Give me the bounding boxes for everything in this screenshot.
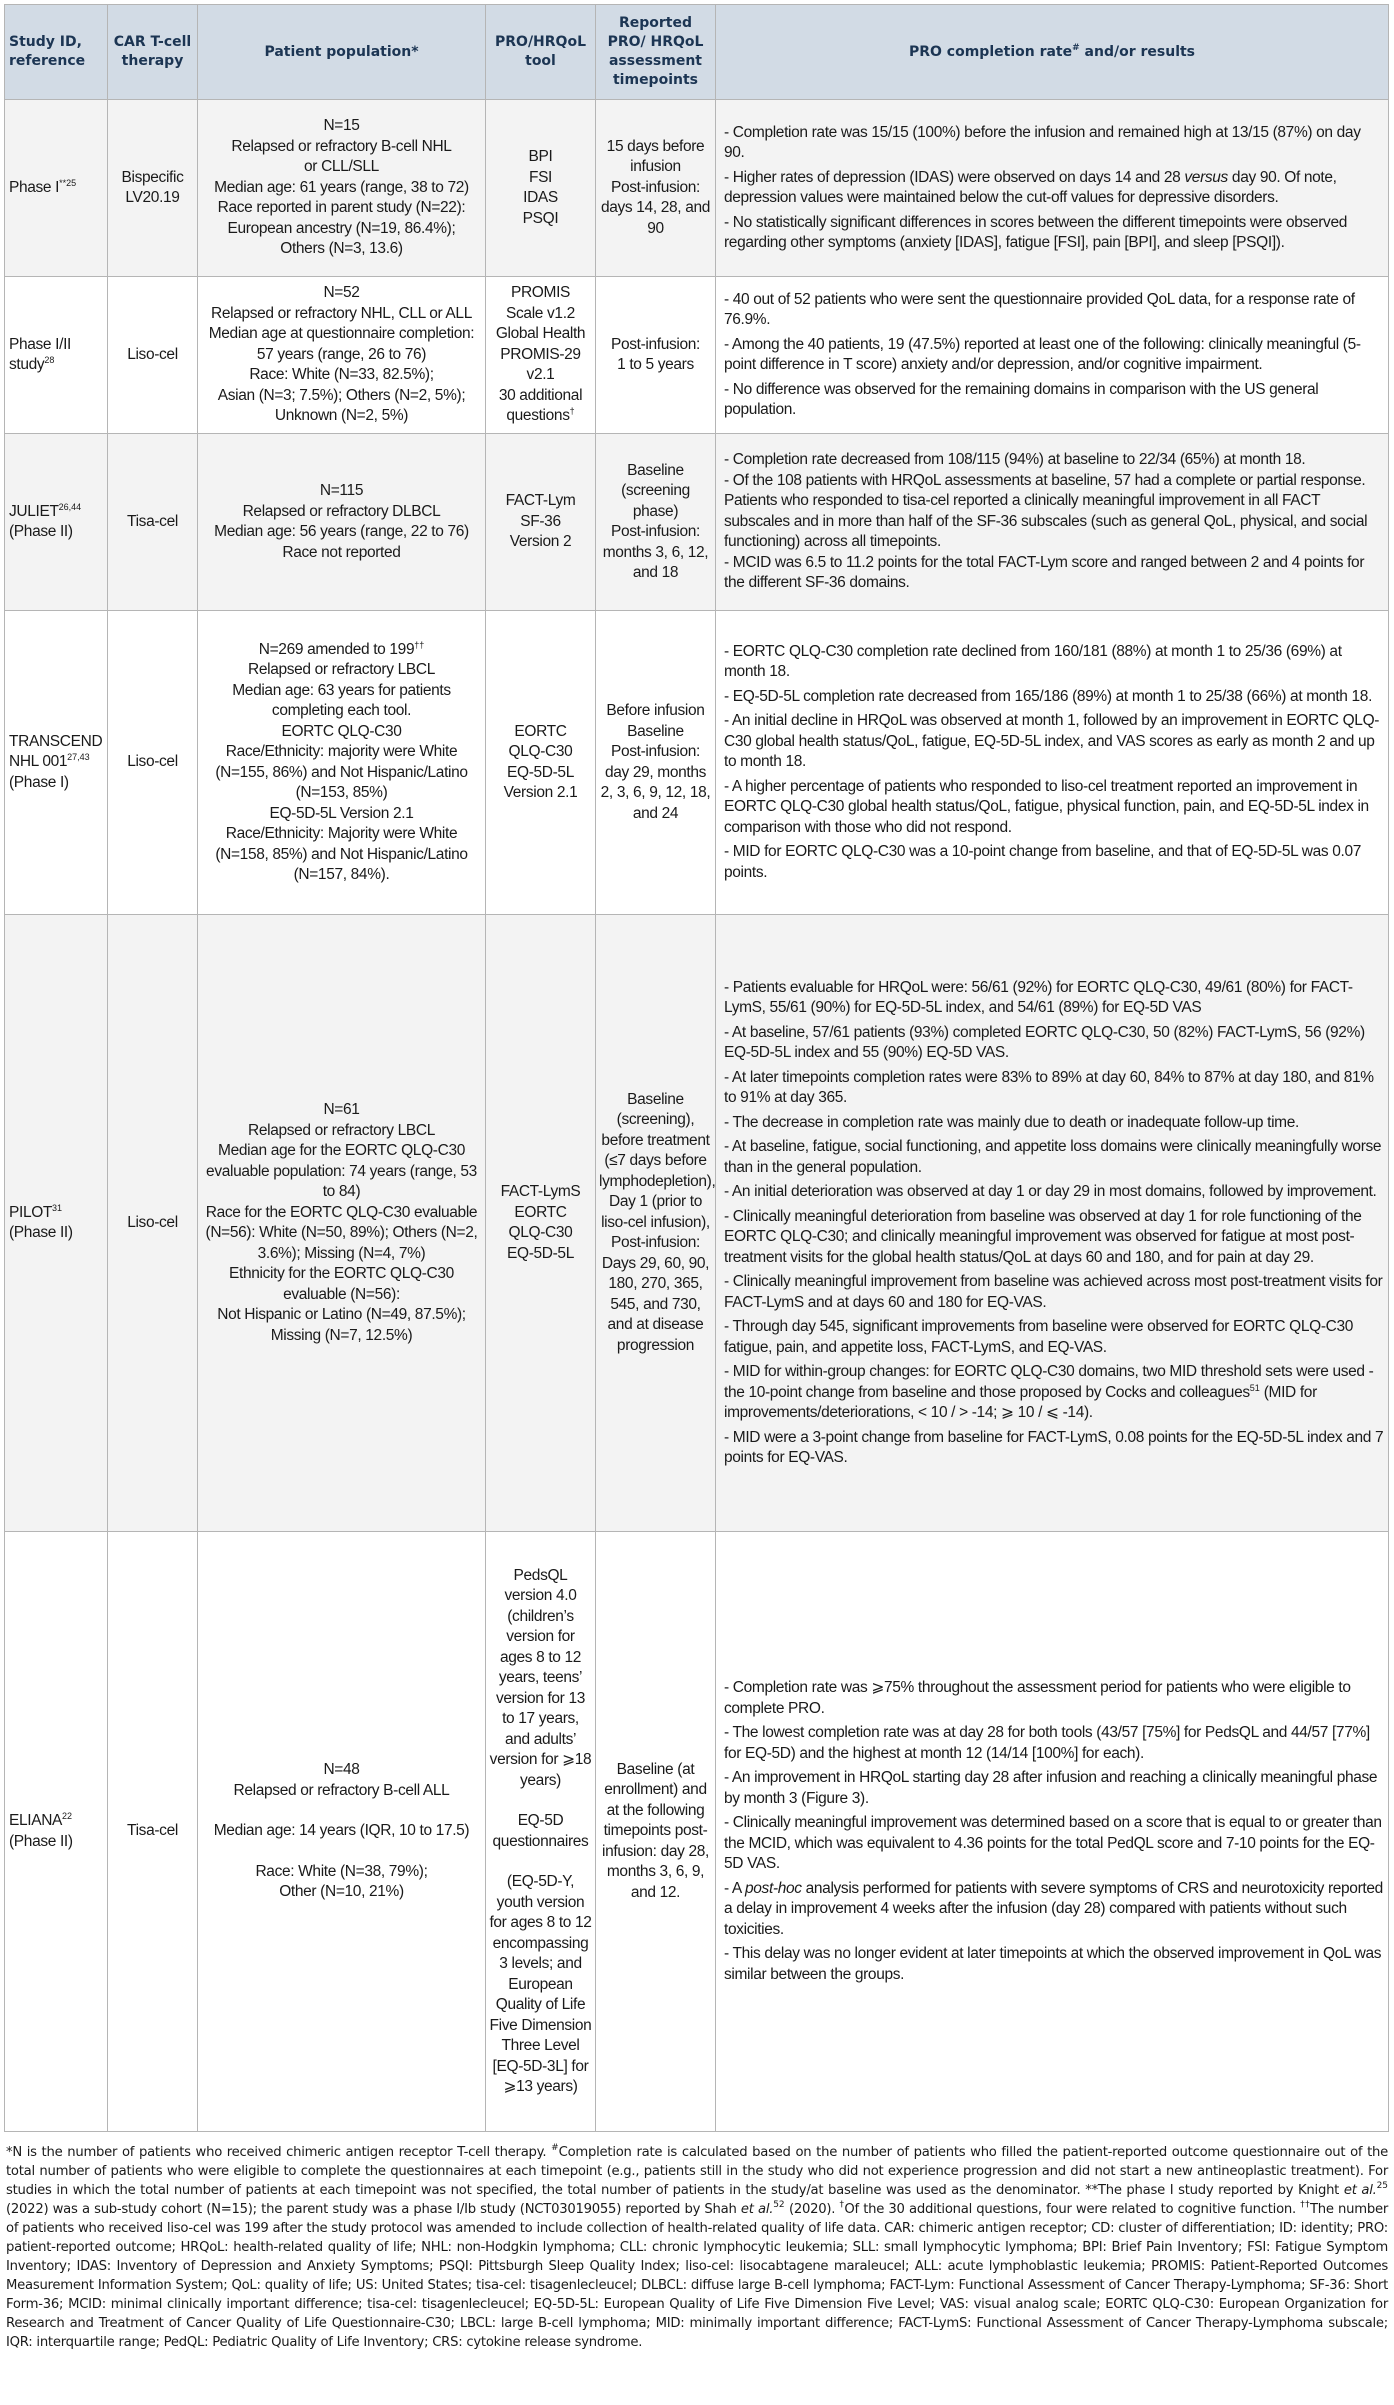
result-item: - An initial decline in HRQoL was observed at month 1, followed by an improvement in EORTC QLQ-C30 global health status/QoL, fatigue, EQ-5D-5L index, and VAS scores as early as month 2 and up to month 18. — [724, 712, 1380, 771]
spacer — [201, 1801, 482, 1821]
cell-study-id — [5, 277, 108, 434]
result-item: - Completion rate was ⩾75% throughout the assessment period for patients who were eligible to complete PRO. — [724, 1679, 1351, 1717]
study-reference: 28 — [44, 355, 55, 365]
footnote-italic: et al. — [740, 2202, 774, 2217]
result-text: - A — [724, 1879, 746, 1897]
tool-text: questions — [506, 407, 570, 425]
population-line: N=61 — [323, 1101, 360, 1118]
population-line: Median age: 14 years (IQR, 10 to 17.5) — [213, 1822, 470, 1840]
result-item: - Clinically meaningful improvement was determined based on a score that is equal to or greater than the MCID, which was equivalent to 4.36 points for the total PedQL score and 7-10 points for the EQ-5D VAS. — [724, 1814, 1382, 1872]
result-item: - At later timepoints completion rates were 83% to 89% at day 60, 84% to 87% at day 180, and 81% to 91% at day 365. — [724, 1068, 1374, 1106]
population-line: 57 years (range, 26 to 76) — [256, 345, 427, 363]
cell-car-therapy: Tisa-cel — [108, 1532, 198, 2132]
tool-line: v2.1 — [526, 366, 555, 384]
timepoint-line: Post-infusion: months 3, 6, 12, and 18 — [602, 523, 709, 581]
footnote-reference: 52 — [773, 2200, 785, 2210]
result-item: - No difference was observed for the remaining domains in comparison with the US general population. — [724, 380, 1319, 418]
population-line: Median age at questionnaire completion: — [208, 325, 475, 343]
timepoint-line: (screening phase) — [621, 482, 690, 520]
cell-study-id — [5, 1532, 108, 2132]
cell-study-id — [5, 100, 108, 277]
result-item: - The decrease in completion rate was mainly due to death or inadequate follow-up time. — [724, 1113, 1299, 1131]
population-line: Asian (N=3; 7.5%); Others (N=2, 5%); — [217, 386, 466, 404]
population-line: EORTC QLQ-C30 — [281, 722, 402, 740]
tool-line: FACT-Lym — [505, 492, 576, 510]
result-item: - An improvement in HRQoL starting day 28 after infusion and reaching a clinically meaningful phase by month 3 (Figure 3). — [724, 1769, 1378, 1807]
population-line: European ancestry (N=19, 86.4%); — [227, 219, 456, 237]
result-italic: post-hoc — [745, 1879, 802, 1897]
study-phase: (Phase II) — [9, 1224, 73, 1241]
result-reference: 51 — [1249, 1382, 1260, 1393]
population-line: Race for the EORTC QLQ-C30 evaluable (N=56): White (N=50, 89%); Others (N=2, 3.6%); Missing (N=4, 7%) — [205, 1203, 478, 1262]
population-line: N=15 — [323, 117, 360, 135]
population-line: Race: White (N=33, 82.5%); — [249, 366, 434, 384]
result-text: day 90. Of note, depression values were maintained below the cut-off values for depressive disorders. — [724, 168, 1337, 206]
result-item: - Of the 108 patients with HRQoL assessments at baseline, 57 had a complete or partial response. Patients who responded to tisa-cel reported a clinically meaningful improvement in all FACT subscales and in more than half of the SF-36 subscales (such as general QoL, physical, and social functioning) across all timepoints. — [724, 471, 1368, 551]
cell-pro-tool — [486, 611, 596, 915]
population-line: Median age for the EORTC QLQ-C30 evaluable population: 74 years (range, 53 to 84) — [206, 1142, 477, 1200]
cell-results — [716, 611, 1389, 915]
footnote-text: *N is the number of patients who received chimeric antigen receptor T-cell therapy. — [6, 2145, 552, 2160]
population-line: Relapsed or refractory B-cell NHL — [231, 137, 452, 155]
result-item: - MID for EORTC QLQ-C30 was a 10-point change from baseline, and that of EQ-5D-5L was 0.07 points. — [724, 843, 1362, 881]
population-line: Relapsed or refractory B-cell ALL — [233, 1781, 450, 1799]
study-name: PILOT — [9, 1203, 53, 1221]
tool-line: SF-36 — [520, 512, 561, 530]
tool-line: BPI — [528, 148, 553, 165]
timepoint-line: Baseline — [627, 722, 684, 740]
footnote-reference: 25 — [1376, 2181, 1389, 2191]
population-line: Missing (N=7, 12.5%) — [270, 1326, 413, 1344]
population-line: Relapsed or refractory NHL, CLL or ALL — [211, 304, 472, 322]
study-name: ELIANA — [9, 1812, 63, 1829]
result-item — [724, 1879, 1384, 1941]
population-line: Median age: 61 years (range, 38 to 72) — [214, 178, 469, 196]
table-row — [5, 1532, 1389, 2132]
cell-car-therapy: Liso-cel — [108, 611, 198, 915]
table-row — [5, 434, 1389, 611]
cell-pro-tool — [486, 434, 596, 611]
result-item: - An initial deterioration was observed at day 1 or day 29 in most domains, followed by improvement. — [724, 1183, 1377, 1200]
study-phase: (Phase I) — [9, 773, 69, 791]
result-item: - This delay was no longer evident at later timepoints at which the observed improvement in QoL was similar between the groups. — [724, 1945, 1382, 1983]
timepoint-line: Post-infusion: days 14, 28, and 90 — [600, 178, 710, 237]
study-reference: 31 — [52, 1202, 63, 1213]
cell-car-therapy: Liso-cel — [108, 915, 198, 1532]
tool-line: EQ-5D questionnaires — [492, 1812, 589, 1850]
population-line: Race reported in parent study (N=22): — [217, 199, 466, 217]
footnote-text: (2022) was a sub-study cohort (N=15); the parent study was a phase I/Ib study (NCT03019055) reported by Shah — [6, 2202, 741, 2217]
study-name: Phase I/II study — [9, 335, 71, 373]
study-phase: (Phase II) — [9, 1832, 73, 1850]
timepoint-line: Baseline — [627, 461, 684, 479]
cell-patient-population — [198, 100, 486, 277]
cell-pro-tool — [486, 277, 596, 434]
tool-line: EORTC — [514, 722, 567, 740]
cell-results — [716, 277, 1389, 434]
cell-pro-tool — [486, 1532, 596, 2132]
cell-pro-tool — [486, 100, 596, 277]
tool-line: QLQ-C30 — [508, 1224, 573, 1241]
footnote-marker: †† — [1300, 2200, 1310, 2210]
tool-line — [489, 406, 592, 427]
cell-results — [716, 915, 1389, 1532]
population-line: Relapsed or refractory DLBCL — [242, 502, 441, 520]
result-item: - Patients evaluable for HRQoL were: 56/61 (92%) for EORTC QLQ-C30, 49/61 (80%) for FACT-LymS, 55/61 (90%) for EQ-5D-5L index, and 54/61 (89%) for EQ-5D VAS — [724, 978, 1353, 1016]
footnote-text: The number of patients who received liso-cel was 199 after the study protocol was amended to include collection of health-related quality of life data. CAR: chimeric antigen receptor; CD: cluster of differentiation; ID: identity; PRO: patient-reported outcome; HRQoL: health-related quality of life; NHL: non-Hodgkin lymphoma; CLL: chronic lymphocytic leukemia; SLL: small lymphocytic lymphoma; BPI: Brief Pain Inventory; FSI: Fatigue Symptom Inventory; IDAS: Inventory of Depression and Anxiety Symptoms; PSQI: Pittsburgh Sleep Quality Index; liso-cel: lisocabtagene maraleucel; ALL: acute lymphoblastic leukemia; PROMIS: Patient-Reported Outcomes Measurement Information System; QoL: quality of life; US: United States; tisa-cel: tisagenlecleucel; DLBCL: diffuse large B-cell lymphoma; FACT-Lym: Functional Assessment of Cancer Therapy-Lymphoma; SF-36: Short Form-36; MCID: minimal clinically important difference; tisa-cel: tisagenlecleucel; EQ-5D-5L: European Quality of Life Five Dimension Five Level; VAS: visual analog scale; EORTC QLQ-C30: European Organization for Research and Treatment of Cancer Quality of Life Questionnaire-C30; LBCL: large B-cell lymphoma; MID: minimally important difference; FACT-LymS: Functional Assessment of Cancer Therapy-Lymphoma subscale; IQR: interquartile range; PedQL: Pediatric Quality of Life Inventory; CRS: cytokine release syndrome. — [6, 2202, 1388, 2350]
tool-line: 30 additional — [498, 386, 583, 404]
population-line: Others (N=3, 13.6) — [280, 240, 403, 258]
result-text: analysis performed for patients with severe symptoms of CRS and neurotoxicity reported a delay in improvement 4 weeks after the infusion (day 28) compared with patients without such toxicities. — [724, 1879, 1383, 1938]
table-row — [5, 611, 1389, 915]
result-item: - No statistically significant differences in scores between the different timepoints were observed regarding other symptoms (anxiety [IDAS], fatigue [FSI], pain [BPI], and sleep [PSQI]). — [724, 213, 1347, 251]
footnote-text: Completion rate is calculated based on the number of patients who filled the patient-reported outcome questionnaire out of the total number of patients who were eligible to complete the questionnaires at each timepoint (e.g., patients still in the study who did not experience progression and did not start a new antineoplastic treatment). For studies in which the total number of patients at each timepoint was not specified, the total number of patients in the study/at baseline was used as the denominator. **The phase I study reported by Knight — [6, 2145, 1388, 2198]
population-line: Median age: 63 years for patients completing each tool. — [232, 681, 451, 719]
header-assessment-timepoints: Reported PRO/ HRQoL assessment timepoints — [596, 5, 716, 100]
cell-timepoints — [596, 915, 716, 1532]
tool-line: FSI — [528, 168, 553, 186]
header-patient-population: Patient population* — [198, 5, 486, 100]
cell-results — [716, 100, 1389, 277]
population-footnote-marker: †† — [414, 639, 425, 650]
result-item: - At baseline, fatigue, social functioning, and appetite loss domains were clinically meaningfully worse than in the general population. — [724, 1138, 1382, 1176]
study-name: JULIET — [9, 502, 59, 520]
result-italic: versus — [1184, 168, 1228, 186]
cell-patient-population — [198, 434, 486, 611]
header-results-text: PRO completion rate — [908, 43, 1073, 60]
table-row — [5, 915, 1389, 1532]
cell-car-therapy: Tisa-cel — [108, 434, 198, 611]
result-item — [724, 1362, 1384, 1424]
result-item: - The lowest completion rate was at day 28 for both tools (43/57 [75%] for PedsQL and 44/57 [77%] for EQ-5D) and the highest at month 12 (14/14 [100%] for each). — [724, 1724, 1370, 1762]
tool-line: Version 2 — [509, 533, 572, 551]
pro-hrqol-table — [4, 4, 1389, 2132]
footnote-text: Of the 30 additional questions, four were related to cognitive function. — [844, 2202, 1301, 2217]
study-reference: 27,43 — [67, 752, 90, 763]
result-item: - At baseline, 57/61 patients (93%) completed EORTC QLQ-C30, 50 (82%) FACT-LymS, 56 (92%) EQ-5D-5L index and 55 (90%) EQ-5D VAS. — [724, 1023, 1365, 1061]
population-line: Not Hispanic or Latino (N=49, 87.5%); — [217, 1306, 466, 1323]
tool-line: QLQ-C30 — [508, 743, 573, 760]
population-line: Ethnicity for the EORTC QLQ-C30 evaluable (N=56): — [229, 1265, 454, 1303]
tool-line: IDAS — [523, 189, 558, 206]
tool-line: Global Health — [495, 325, 586, 343]
population-line: Race: White (N=38, 79%); — [255, 1862, 428, 1880]
tool-line: PSQI — [522, 209, 559, 227]
cell-pro-tool — [486, 915, 596, 1532]
study-name: Phase I — [9, 178, 60, 196]
study-phase: (Phase II) — [9, 523, 73, 540]
result-item: - Completion rate decreased from 108/115 (94%) at baseline to 22/34 (65%) at month 18. — [724, 451, 1306, 469]
cell-study-id — [5, 915, 108, 1532]
tool-line: PROMIS — [510, 284, 571, 302]
result-item: - MCID was 6.5 to 11.2 points for the total FACT-Lym score and ranged between 2 and 4 points for the different SF-36 domains. — [724, 553, 1365, 592]
tool-line: EQ-5D-5L — [507, 763, 574, 781]
cell-car-therapy: Bispecific LV20.19 — [108, 100, 198, 277]
spacer — [489, 1791, 592, 1811]
population-line: or CLL/SLL — [304, 158, 379, 176]
study-reference: 26,44 — [58, 501, 82, 512]
tool-line: EQ-5D-5L — [507, 1244, 574, 1262]
cell-study-id — [5, 611, 108, 915]
timepoint-line: Baseline (screening), before treatment (≤7 days before lymphodepletion), Day 1 (prior to liso-cel infusion), Post-infusion: Days 29, 60, 90, 180, 270, 365, 545, and 730, and at disease progression — [599, 1090, 716, 1354]
cell-results — [716, 434, 1389, 611]
header-study-id: Study ID, reference — [5, 5, 108, 100]
population-line — [201, 640, 482, 661]
cell-patient-population — [198, 1532, 486, 2132]
cell-study-id — [5, 434, 108, 611]
footnote-text: (2020). — [784, 2202, 840, 2217]
result-item: - Completion rate was 15/15 (100%) before the infusion and remained high at 13/15 (87%) on day 90. — [724, 123, 1361, 161]
population-text: N=269 amended to 199 — [258, 640, 415, 658]
population-line: Relapsed or refractory LBCL — [248, 661, 435, 678]
cell-car-therapy: Liso-cel — [108, 277, 198, 434]
table-row — [5, 100, 1389, 277]
result-item: - EORTC QLQ-C30 completion rate declined from 160/181 (88%) at month 1 to 25/36 (69%) at month 18. — [724, 642, 1342, 681]
study-name: TRANSCEND NHL 001 — [9, 732, 103, 771]
timepoint-line: Baseline (at enrollment) and at the following timepoints post-infusion: day 28, months 3, 6, 9, and 12. — [602, 1760, 709, 1901]
timepoint-line: Before infusion — [606, 702, 705, 719]
timepoint-line: 1 to 5 years — [617, 356, 694, 373]
result-text: - Higher rates of depression (IDAS) were observed on days 14 and 28 — [724, 168, 1185, 186]
tool-line: Scale v1.2 — [506, 304, 575, 322]
tool-footnote-marker: † — [569, 406, 575, 417]
cell-patient-population — [198, 277, 486, 434]
header-results-sup: # — [1072, 42, 1080, 53]
result-item: - A higher percentage of patients who responded to liso-cel treatment reported an improvement in EORTC QLQ-C30 global health status/QoL, fatigue, physical function, pain, and EQ-5D-5L index in comparison with those who did not respond. — [724, 777, 1369, 836]
result-item: - Clinically meaningful improvement from baseline was achieved across most post-treatment visits for FACT-LymS and at days 60 and 180 for EQ-VAS. — [724, 1273, 1383, 1311]
cell-timepoints — [596, 277, 716, 434]
population-line: Unknown (N=2, 5%) — [274, 407, 409, 425]
cell-timepoints — [596, 100, 716, 277]
table-header-row — [5, 5, 1389, 100]
population-line: Relapsed or refractory LBCL — [248, 1121, 435, 1139]
result-item: - MID were a 3-point change from baseline for FACT-LymS, 0.08 points for the EQ-5D-5L index and 7 points for EQ-VAS. — [724, 1428, 1384, 1466]
table-footnote — [6, 2143, 1388, 2352]
result-item: - Clinically meaningful deterioration from baseline was observed at day 1 for role functioning of the EORTC QLQ-C30; and clinically meaningful improvement was observed for fatigue at most post-treatment visits for the global health status/QoL at days 60 and 180, and for pain at day 29. — [724, 1207, 1362, 1266]
tool-line: PROMIS-29 — [500, 345, 581, 363]
header-pro-hrqol-tool: PRO/HRQoL tool — [486, 5, 596, 100]
population-line: N=52 — [323, 284, 360, 302]
header-results-text-end: and/or results — [1079, 43, 1196, 60]
cell-patient-population — [198, 915, 486, 1532]
cell-timepoints — [596, 434, 716, 611]
tool-line: (EQ-5D-Y, youth version for ages 8 to 12 encompassing 3 levels; and European Quality of Life Five Dimension Three Level [EQ-5D-3L] for ⩾13 years) — [489, 1873, 592, 2095]
tool-line: FACT-LymS — [500, 1183, 581, 1200]
population-line: N=48 — [323, 1761, 360, 1779]
cell-results — [716, 1532, 1389, 2132]
cell-timepoints — [596, 1532, 716, 2132]
tool-line: PedsQL version 4.0 (children’s version for ages 8 to 12 years, teens’ version for 13 to 17 years, and adults’ version for ⩾18 years) — [489, 1566, 592, 1789]
population-line: Race/Ethnicity: majority were White (N=155, 86%) and Not Hispanic/Latino (N=153, 85%) — [215, 743, 468, 801]
tool-line: EORTC — [514, 1203, 567, 1221]
result-item — [724, 168, 1384, 209]
header-completion-rate-results — [716, 5, 1389, 100]
timepoint-line: 15 days before infusion — [606, 137, 705, 176]
spacer — [201, 1842, 482, 1862]
result-text: - MID for within-group changes: for EORTC QLQ-C30 domains, two MID threshold sets were used - the 10-point change from baseline and those proposed by Cocks and colleagues — [724, 1363, 1374, 1401]
table-row — [5, 277, 1389, 434]
footnote-italic: et al. — [1343, 2183, 1377, 2198]
header-car-t-cell-therapy: CAR T-cell therapy — [108, 5, 198, 100]
result-item: - EQ-5D-5L completion rate decreased from 165/186 (89%) at month 1 to 25/38 (66%) at month 18. — [724, 687, 1373, 705]
result-item: - 40 out of 52 patients who were sent the questionnaire provided QoL data, for a response rate of 76.9%. — [724, 290, 1355, 328]
footnote-marker: # — [551, 2143, 559, 2153]
population-line: Race/Ethnicity: Majority were White (N=158, 85%) and Not Hispanic/Latino (N=157, 84%). — [215, 825, 468, 883]
result-item: - Through day 545, significant improvements from baseline were observed for EORTC QLQ-C30 fatigue, pain, and appetite loss, FACT-LymS, and EQ-VAS. — [724, 1318, 1354, 1356]
spacer — [489, 1852, 592, 1872]
population-line: Other (N=10, 21%) — [279, 1883, 404, 1901]
cell-timepoints — [596, 611, 716, 915]
population-line: N=115 — [319, 482, 364, 499]
cell-patient-population — [198, 611, 486, 915]
population-line: Race not reported — [282, 543, 401, 561]
timepoint-line: Post-infusion: — [610, 335, 700, 353]
study-reference: **25 — [59, 177, 77, 188]
population-line: Median age: 56 years (range, 22 to 76) — [214, 523, 469, 540]
timepoint-line: Post-infusion: day 29, months 2, 3, 6, 9, 12, 18, and 24 — [600, 743, 711, 822]
population-line: EQ-5D-5L Version 2.1 — [269, 804, 414, 822]
study-reference: 22 — [62, 1811, 73, 1821]
result-item: - Among the 40 patients, 19 (47.5%) reported at least one of the following: clinically meaningful (5-point difference in T score) anxiety and/or depression, and/or cognitive impairment. — [724, 335, 1361, 373]
footnote-marker: † — [839, 2200, 845, 2210]
result-text: (MID for improvements/deteriorations, < 10 / > -14; ⩾ 10 / ⩽ -14). — [724, 1383, 1317, 1421]
tool-line: Version 2.1 — [503, 784, 578, 801]
